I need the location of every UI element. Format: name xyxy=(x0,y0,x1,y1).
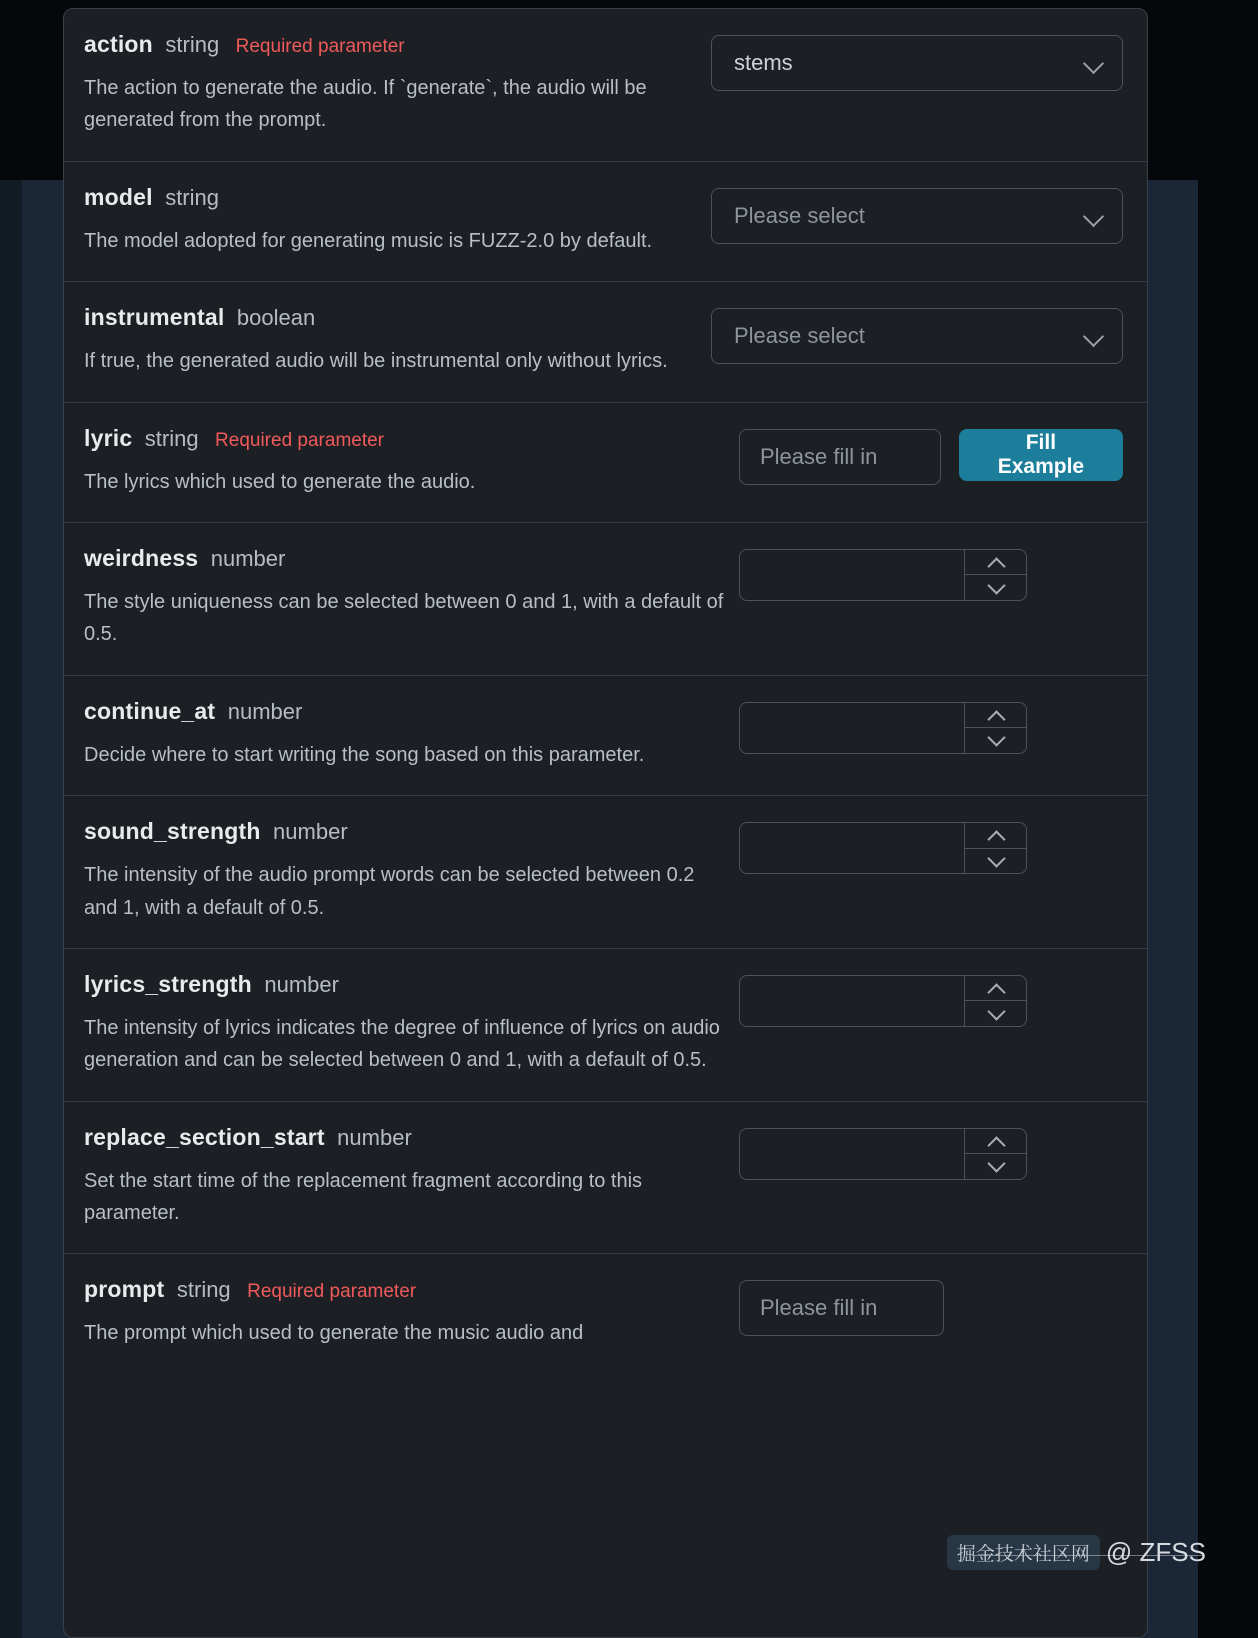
stepper-buttons xyxy=(964,703,1026,753)
param-description: The model adopted for generating music is FUZZ-2.0 by default. xyxy=(84,229,653,252)
stepper-up-button[interactable] xyxy=(965,1129,1026,1154)
action-select[interactable] xyxy=(711,35,1123,91)
stepper-up-button[interactable] xyxy=(965,823,1026,848)
param-heading xyxy=(84,304,701,331)
chevron-down-icon xyxy=(988,1009,1004,1019)
param-info xyxy=(84,698,739,771)
param-type: string xyxy=(165,32,220,57)
param-info xyxy=(84,425,739,498)
chevron-up-icon xyxy=(988,830,1004,840)
param-required-badge: Required parameter xyxy=(247,1281,417,1303)
action-select-value: stems xyxy=(734,50,793,75)
stepper-up-button[interactable] xyxy=(965,550,1026,575)
param-name: sound_strength xyxy=(84,818,261,845)
parameters-panel xyxy=(63,8,1148,1638)
prompt-input[interactable] xyxy=(739,1280,944,1336)
stepper-buttons xyxy=(964,976,1026,1026)
stepper-down-button[interactable] xyxy=(965,1153,1026,1179)
param-description: Decide where to start writing the song based on this parameter. xyxy=(84,743,645,766)
param-heading xyxy=(84,545,729,572)
param-description: If true, the generated audio will be instrumental only without lyrics. xyxy=(84,350,668,373)
instrumental-select[interactable] xyxy=(711,308,1123,364)
lyrics-strength-input[interactable] xyxy=(740,976,964,1026)
table-row xyxy=(64,282,1147,402)
lyric-input[interactable] xyxy=(739,429,941,485)
param-type: number xyxy=(227,698,303,724)
left-gutter xyxy=(0,180,22,1638)
param-info xyxy=(84,545,739,651)
param-type: string xyxy=(176,1277,231,1303)
chevron-down-icon xyxy=(1084,205,1106,227)
param-info xyxy=(84,304,711,377)
table-row xyxy=(64,162,1147,282)
param-description: The intensity of the audio prompt words can be selected between 0.2 and 1, with a default of 0.5. xyxy=(84,864,695,919)
stepper-up-button[interactable] xyxy=(965,703,1026,728)
watermark-text: @ ZFSS xyxy=(1105,1537,1206,1567)
weirdness-input[interactable] xyxy=(740,550,964,600)
param-name: model xyxy=(84,183,153,210)
lyrics-strength-stepper[interactable] xyxy=(739,975,1027,1027)
param-description: The style uniqueness can be selected between 0 and 1, with a default of 0.5. xyxy=(84,590,724,646)
param-control xyxy=(739,698,1123,754)
fill-example-button[interactable]: Fill Example xyxy=(959,429,1123,481)
prompt-input-placeholder: Please fill in xyxy=(760,1295,878,1321)
table-row xyxy=(64,523,1147,676)
chevron-down-icon xyxy=(1084,52,1106,74)
table-row xyxy=(64,1102,1147,1255)
param-name: continue_at xyxy=(84,697,216,724)
param-name: weirdness xyxy=(84,544,199,571)
stepper-up-button[interactable] xyxy=(965,976,1026,1001)
param-name: instrumental xyxy=(84,304,225,331)
param-info xyxy=(84,971,739,1077)
watermark-strike xyxy=(972,1555,1202,1556)
sound-strength-stepper[interactable] xyxy=(739,822,1027,874)
chevron-down-icon xyxy=(988,1161,1004,1171)
param-info xyxy=(84,31,711,137)
stepper-down-button[interactable] xyxy=(965,727,1026,753)
param-control xyxy=(739,1124,1123,1180)
chevron-up-icon xyxy=(988,557,1004,567)
stepper-down-button[interactable] xyxy=(965,848,1026,874)
replace-section-start-input[interactable] xyxy=(740,1129,964,1179)
param-control xyxy=(739,971,1123,1027)
sound-strength-input[interactable] xyxy=(740,823,964,873)
param-control xyxy=(739,425,1123,485)
param-heading xyxy=(84,31,701,58)
param-control xyxy=(711,304,1123,364)
table-row xyxy=(64,403,1147,523)
param-control xyxy=(739,1276,1123,1336)
param-name: lyrics_strength xyxy=(84,970,252,997)
watermark-badge: 掘金技术社区网 xyxy=(947,1535,1100,1570)
param-heading xyxy=(84,971,729,998)
replace-section-start-stepper[interactable] xyxy=(739,1128,1027,1180)
model-select-value: Please select xyxy=(734,202,865,228)
instrumental-select-value: Please select xyxy=(734,323,865,349)
param-heading xyxy=(84,818,729,845)
param-name: lyric xyxy=(84,424,133,451)
chevron-down-icon xyxy=(988,735,1004,745)
stepper-down-button[interactable] xyxy=(965,1000,1026,1026)
param-type: number xyxy=(273,819,348,845)
param-control xyxy=(739,818,1123,874)
param-info xyxy=(84,818,739,924)
param-heading xyxy=(84,184,701,211)
right-gutter xyxy=(1198,0,1258,1638)
stepper-buttons xyxy=(964,550,1026,600)
stepper-buttons xyxy=(964,1129,1026,1179)
model-select[interactable] xyxy=(711,188,1123,244)
param-control xyxy=(739,545,1123,601)
weirdness-stepper[interactable] xyxy=(739,549,1027,601)
param-type: string xyxy=(144,425,199,451)
table-row xyxy=(64,1254,1147,1373)
watermark xyxy=(947,1535,1206,1570)
param-heading xyxy=(84,425,729,452)
continue-at-input[interactable] xyxy=(740,703,964,753)
chevron-up-icon xyxy=(988,710,1004,720)
table-row xyxy=(64,9,1147,162)
param-name: replace_section_start xyxy=(84,1123,325,1150)
param-info xyxy=(84,184,711,257)
chevron-down-icon xyxy=(988,856,1004,866)
param-heading xyxy=(84,698,729,725)
param-description: The intensity of lyrics indicates the degree of influence of lyrics on audio generation and can be selected between 0 and 1, with a default of 0.5. xyxy=(84,1016,720,1072)
chevron-down-icon xyxy=(1084,325,1106,347)
param-info xyxy=(84,1276,739,1349)
param-description: The action to generate the audio. If `generate`, the audio will be generated from the prompt. xyxy=(84,77,647,132)
table-row xyxy=(64,676,1147,796)
param-heading xyxy=(84,1276,729,1303)
param-info xyxy=(84,1124,739,1230)
param-type: number xyxy=(264,971,339,997)
lyric-input-placeholder: Please fill in xyxy=(760,443,878,469)
table-row xyxy=(64,796,1147,949)
param-type: boolean xyxy=(236,305,316,331)
chevron-down-icon xyxy=(988,583,1004,593)
param-name: prompt xyxy=(84,1276,165,1303)
stepper-down-button[interactable] xyxy=(965,574,1026,600)
param-type: number xyxy=(210,545,286,571)
param-heading xyxy=(84,1124,729,1151)
param-type: number xyxy=(337,1124,412,1150)
param-type: string xyxy=(165,184,219,210)
param-control xyxy=(711,31,1123,91)
table-row xyxy=(64,949,1147,1102)
continue-at-stepper[interactable] xyxy=(739,702,1027,754)
stepper-buttons xyxy=(964,823,1026,873)
chevron-up-icon xyxy=(988,983,1004,993)
param-description: The prompt which used to generate the music audio and xyxy=(84,1322,584,1345)
param-description: Set the start time of the replacement fragment according to this parameter. xyxy=(84,1169,643,1225)
param-required-badge: Required parameter xyxy=(215,429,385,451)
param-description: The lyrics which used to generate the audio. xyxy=(84,470,476,493)
chevron-up-icon xyxy=(988,1136,1004,1146)
param-name: action xyxy=(84,31,153,57)
param-required-badge: Required parameter xyxy=(235,36,405,57)
param-control xyxy=(711,184,1123,244)
